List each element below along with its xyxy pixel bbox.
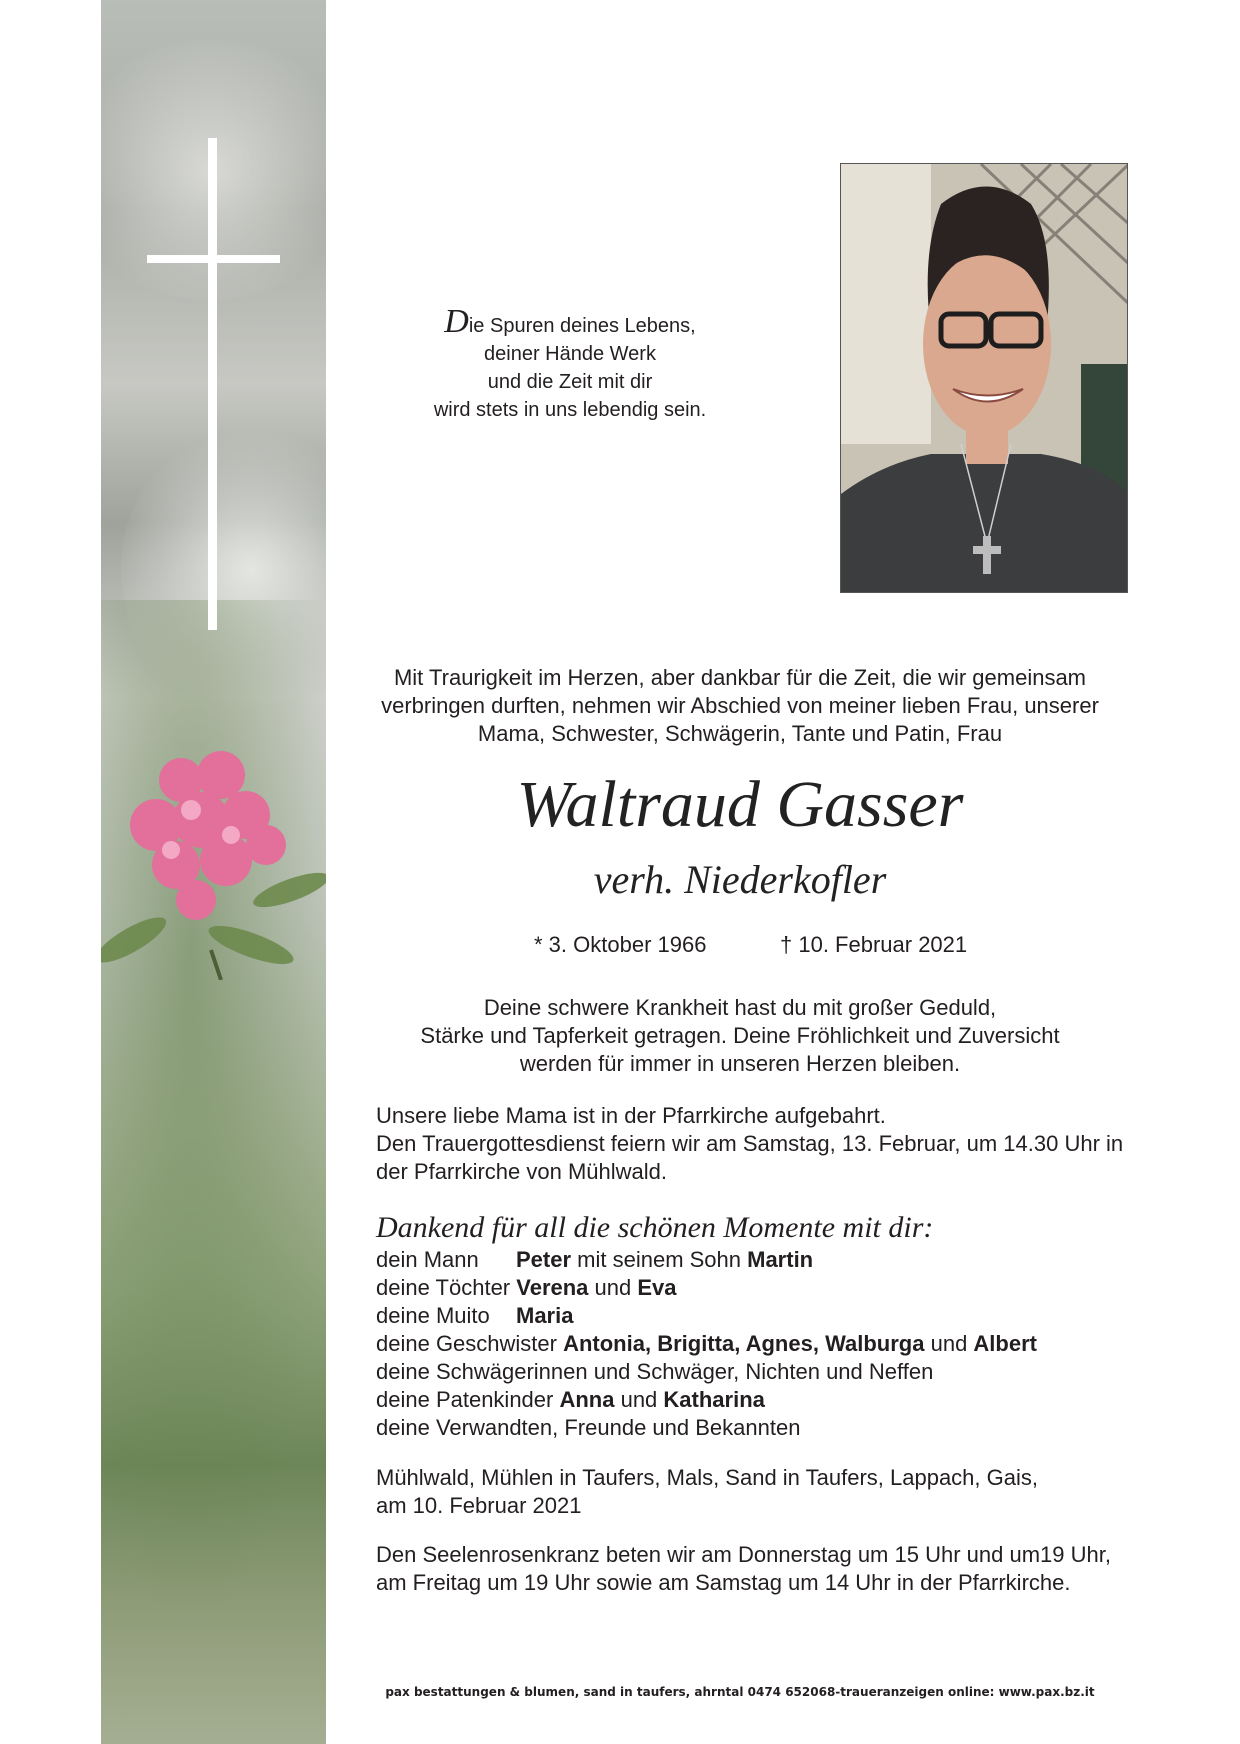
mourner-row: deine Patenkinder Anna und Katharina <box>376 1387 765 1412</box>
service-paragraph <box>376 1102 1136 1186</box>
deceased-name: Waltraud Gasser <box>516 768 964 841</box>
quote-line-2: deiner Hände Werk <box>484 343 656 365</box>
mourner-row: dein Mann Peter mit seinem Sohn Martin <box>376 1247 814 1272</box>
mourner-row: deine Verwandten, Freunde und Bekannten <box>376 1415 801 1440</box>
quote-line-3: und die Zeit mit dir <box>487 371 653 393</box>
intro-paragraph <box>370 664 1110 748</box>
service-line-2: Den Trauergottesdienst feiern wir am Samstag, 13. Februar, um 14.30 Uhr in <box>376 1131 1124 1156</box>
thanks-heading: Dankend für all die schönen Momente mit dir: <box>376 1211 934 1244</box>
tribute-line-3: werden für immer in unseren Herzen bleiben. <box>519 1051 961 1076</box>
cross-icon-horizontal <box>147 255 280 263</box>
places-line-2: am 10. Februar 2021 <box>376 1493 582 1518</box>
mourner-row: deine Geschwister Antonia, Brigitta, Agnes, Walburga und Albert <box>376 1331 1037 1356</box>
rosary-paragraph <box>376 1541 1136 1597</box>
rosary-line-2: am Freitag um 19 Uhr sowie am Samstag um 14 Uhr in der Pfarrkirche. <box>376 1570 1071 1595</box>
tribute-line-2: Stärke und Tapferkeit getragen. Deine Fröhlichkeit und Zuversicht <box>420 1023 1060 1048</box>
quote-initial: D <box>444 303 469 340</box>
alpine-rose-flower-image <box>101 740 326 980</box>
places-and-date <box>376 1464 1136 1520</box>
intro-line-1: Mit Traurigkeit im Herzen, aber dankbar für die Zeit, die wir gemeinsam <box>393 665 1087 690</box>
rosary-line-1: Den Seelenrosenkranz beten wir am Donnerstag um 15 Uhr und um19 Uhr, <box>376 1542 1111 1567</box>
mourners-list <box>376 1246 1136 1442</box>
tribute-line-1: Deine schwere Krankheit hast du mit großer Geduld, <box>483 995 997 1020</box>
death-date: † 10. Februar 2021 <box>780 932 968 957</box>
quote-line-1: ie Spuren deines Lebens, <box>468 315 696 337</box>
cross-icon-vertical <box>208 138 217 630</box>
married-name: verh. Niederkofler <box>593 857 887 902</box>
footer-publisher: pax bestattungen & blumen, sand in taufers, ahrntal 0474 652068-traueranzeigen online: www.pax.bz.it <box>385 1685 1095 1699</box>
mourner-row: deine Muito Maria <box>376 1303 574 1328</box>
memorial-quote <box>400 303 740 424</box>
birth-date: * 3. Oktober 1966 <box>534 932 707 957</box>
portrait-photo <box>840 163 1128 593</box>
intro-line-2: verbringen durften, nehmen wir Abschied von meiner lieben Frau, unserer <box>381 693 1099 718</box>
mourner-row: deine Schwägerinnen und Schwäger, Nichten und Neffen <box>376 1359 934 1384</box>
intro-line-3: Mama, Schwester, Schwägerin, Tante und Patin, Frau <box>477 721 1003 746</box>
service-line-3: der Pfarrkirche von Mühlwald. <box>376 1159 668 1184</box>
service-line-1: Unsere liebe Mama ist in der Pfarrkirche aufgebahrt. <box>376 1103 886 1128</box>
quote-line-4: wird stets in uns lebendig sein. <box>433 399 707 421</box>
places-line-1: Mühlwald, Mühlen in Taufers, Mals, Sand in Taufers, Lappach, Gais, <box>376 1465 1038 1490</box>
mourner-row: deine Töchter Verena und Eva <box>376 1275 677 1300</box>
life-dates <box>370 932 1110 962</box>
tribute-paragraph <box>370 994 1110 1078</box>
